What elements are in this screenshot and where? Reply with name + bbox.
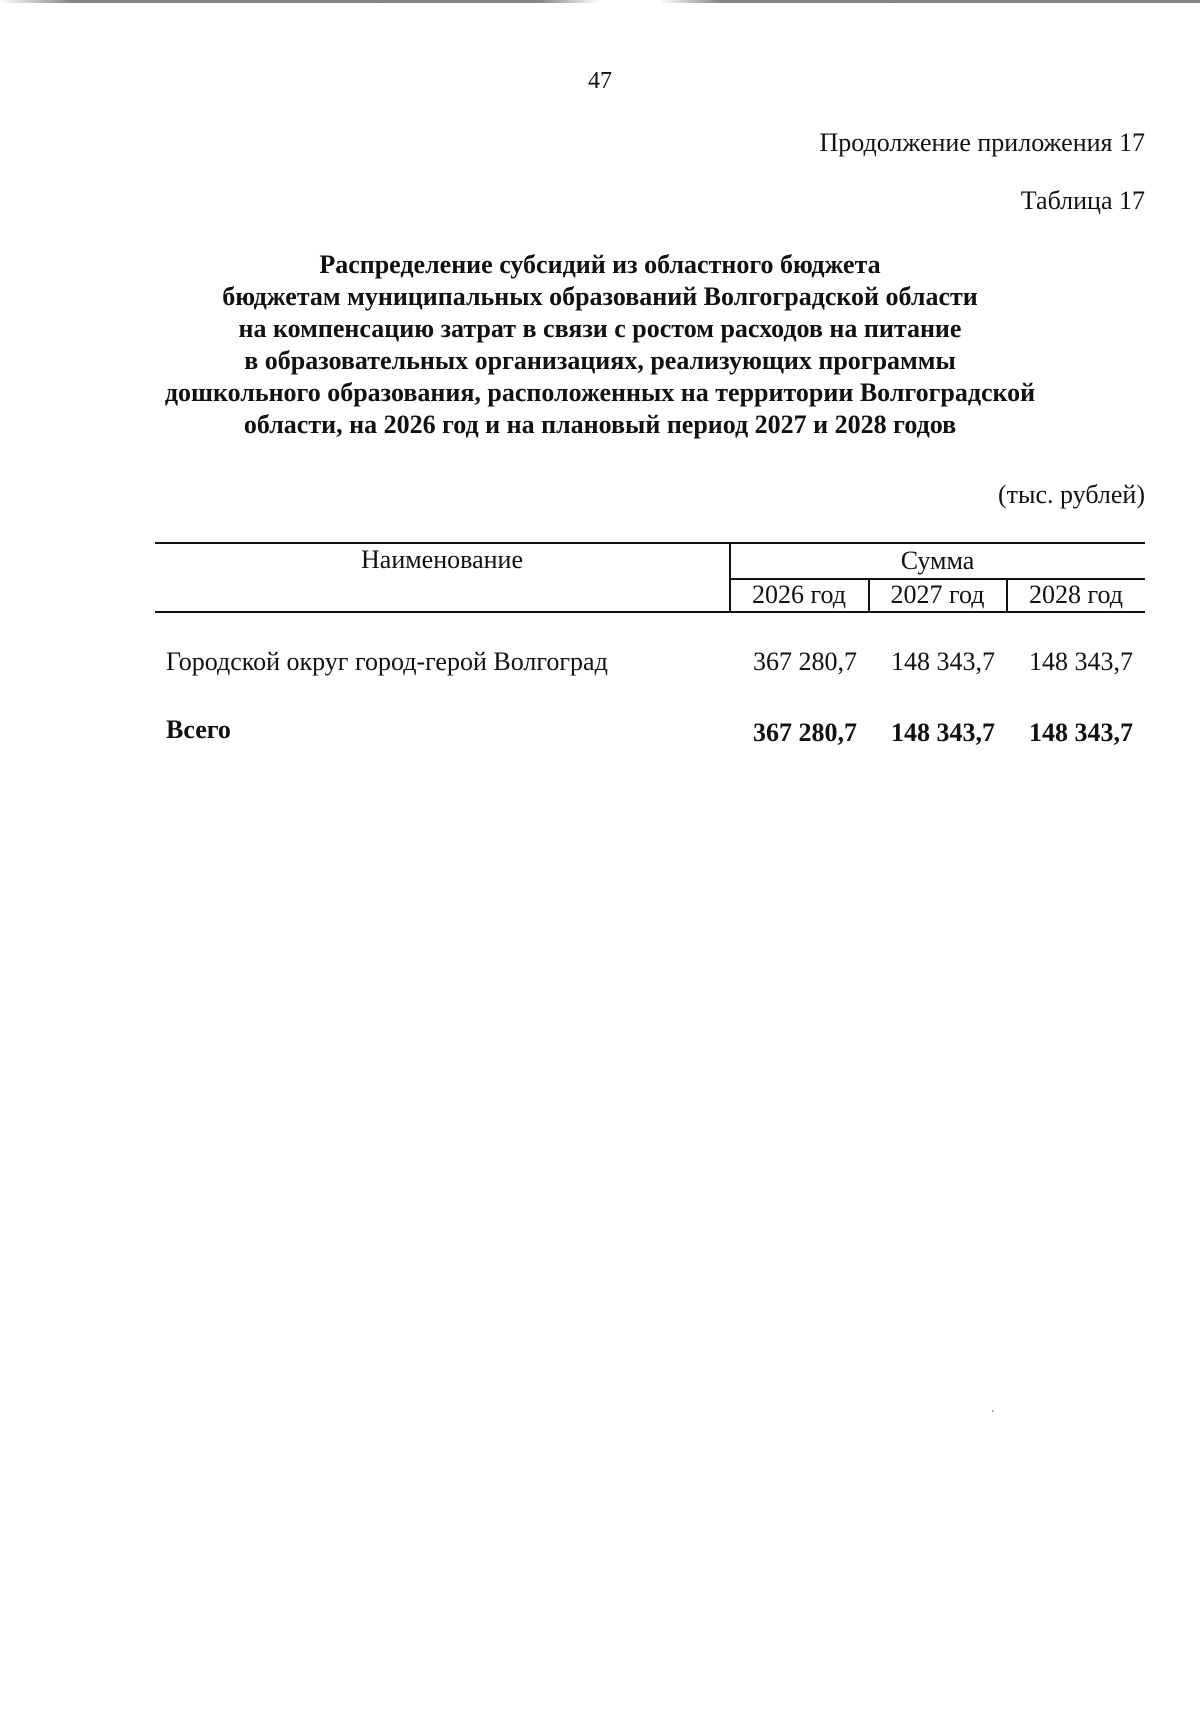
table-label: Таблица 17 <box>1020 186 1145 215</box>
header-year-2028: 2028 год <box>1029 580 1123 609</box>
total-label: Всего <box>166 715 231 744</box>
header-bottom-rule <box>155 611 1145 613</box>
scan-speck <box>992 1410 994 1412</box>
title-line: бюджетам муниципальных образований Волгоградской области <box>222 282 978 311</box>
scan-edge-artifact <box>0 0 1200 3</box>
title-line: дошкольного образования, расположенных на территории Волгоградской <box>164 378 1036 407</box>
title-line: на компенсацию затрат в связи с ростом расходов на питание <box>238 314 962 343</box>
units-note: (тыс. рублей) <box>997 480 1145 509</box>
page-number: 47 <box>588 68 612 94</box>
header-year-2027: 2027 год <box>890 580 985 609</box>
total-value-2028: 148 343,7 <box>1029 718 1133 747</box>
total-value-2026: 367 280,7 <box>753 718 857 747</box>
table-top-rule <box>155 542 1145 544</box>
title-line: в образовательных организациях, реализующих программы <box>244 346 956 375</box>
header-year-2026: 2026 год <box>752 580 846 609</box>
row-value-2026: 367 280,7 <box>753 647 857 676</box>
title-line: области, на 2026 год и на плановый период 2027 и 2028 годов <box>243 410 957 439</box>
total-value-2027: 148 343,7 <box>891 718 995 747</box>
row-name: Городской округ город-герой Волгоград <box>166 647 608 676</box>
row-value-2028: 148 343,7 <box>1029 647 1133 676</box>
header-name: Наименование <box>361 545 523 574</box>
row-value-2027: 148 343,7 <box>891 647 995 676</box>
appendix-note: Продолжение приложения 17 <box>819 128 1145 157</box>
title-line: Распределение субсидий из областного бюджета <box>319 250 881 279</box>
document-title <box>100 249 1100 441</box>
header-amount: Сумма <box>900 546 975 575</box>
